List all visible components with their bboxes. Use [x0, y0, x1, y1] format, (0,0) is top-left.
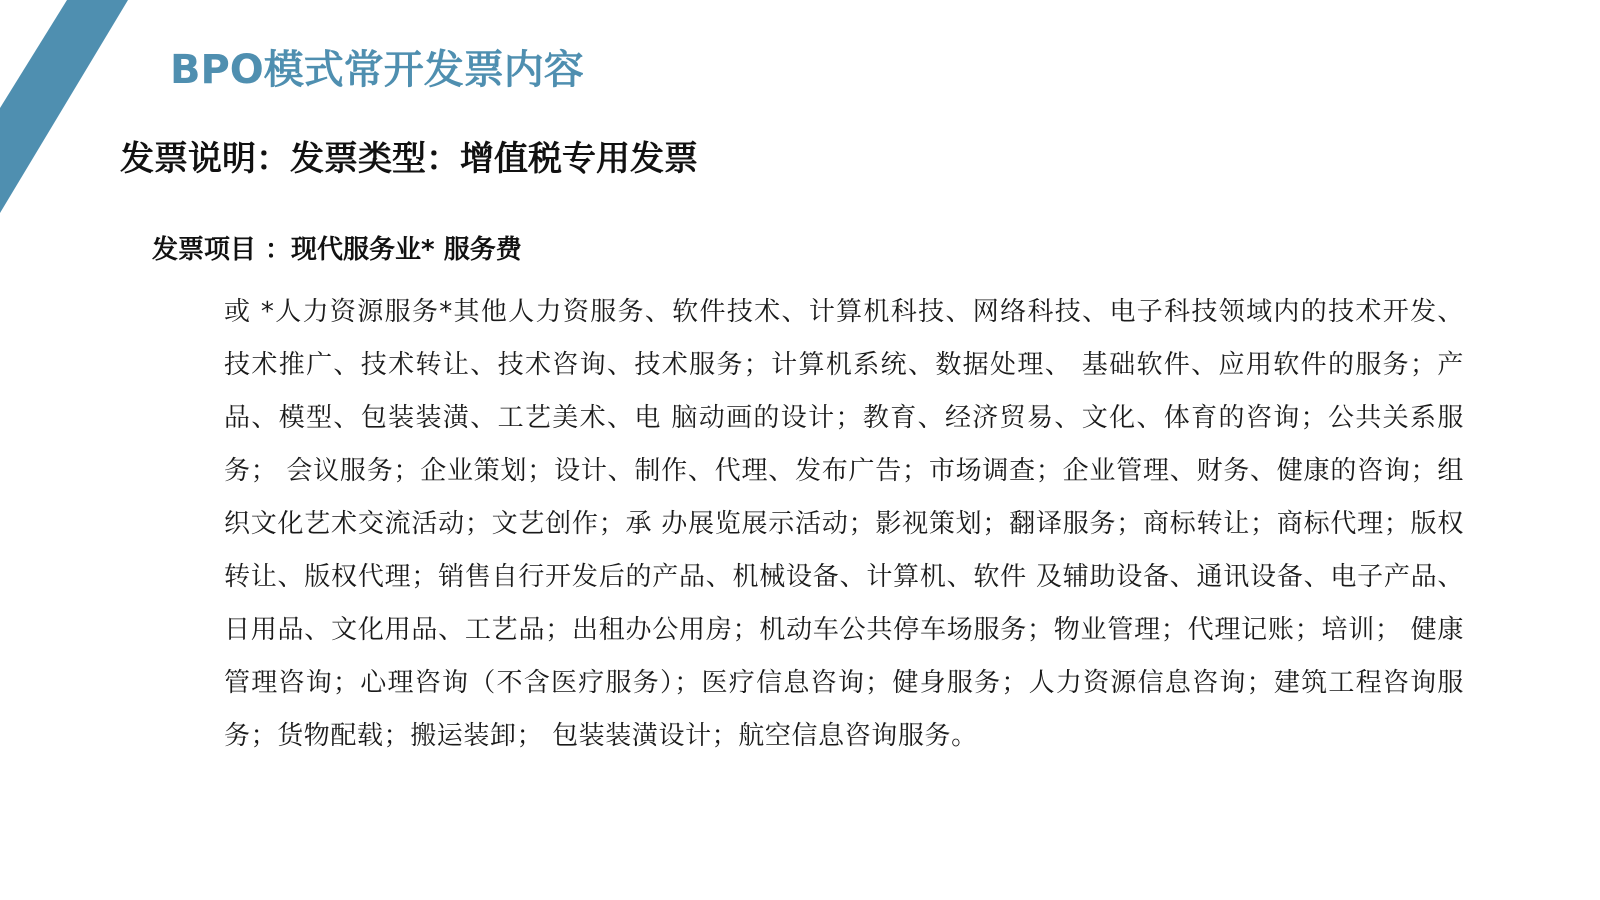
- service-scope-text: 或 *人力资源服务*其他人力资服务、软件技术、计算机科技、网络科技、电子科技领域内的技术开发、 技术推广、技术转让、技术咨询、技术服务；计算机系统、数据处理、 基础软件、应用软件的服务；产品、模型、包装装潢、工艺美术、电 脑动画的设计；教育、经济贸易、文化、体育的咨询；公共关系服务； 会议服务；企业策划；设计、制作、代理、发布广告；市场调查；企业管理、财务、健康的咨询；组织文化艺术交流活动；文艺创作；承 办展览展示活动；影视策划；翻译服务；商标转让；商标代理；版权 转让、版权代理；销售自行开发后的产品、机械设备、计算机、软件 及辅助设备、通讯设备、电子产品、日用品、文化用品、工艺品；出租办公用房；机动车公共停车场服务；物业管理；代理记账；培训； 健康管理咨询；心理咨询（不含医疗服务）；医疗信息咨询；健身服务；人力资源信息咨询；建筑工程咨询服务；货物配载；搬运装卸； 包装装潢设计；航空信息咨询服务。: [224, 297, 1464, 751]
- page-title: BPO模式常开发票内容: [170, 47, 584, 93]
- invoice-item-heading: 发票项目 ：现代服务业* 服务费: [152, 235, 522, 265]
- invoice-description: 发票说明：发票类型：增值税专用发票: [120, 139, 698, 179]
- diagonal-stripe-decoration: [0, 0, 140, 220]
